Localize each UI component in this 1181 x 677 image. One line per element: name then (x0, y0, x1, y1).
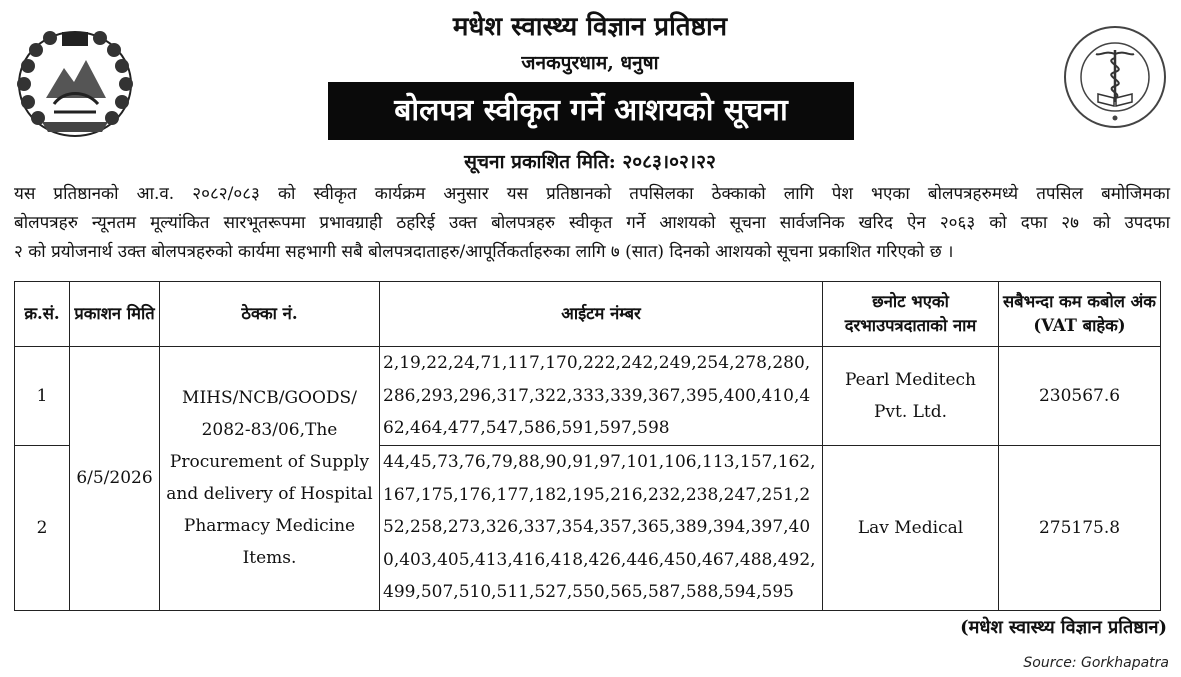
cell-sn: 2 (15, 445, 70, 610)
header-items: आईटम नंम्बर (380, 282, 823, 347)
paragraph-line: २ को प्रयोजनार्थ उक्त बोलपत्रहरुको कार्यमा सहभागी सबै बोलपत्रदाताहरु/आपूर्तिकर्ताहरुका लागि ७ (सात) दिनको आशयको सूचना प्रकाशित गरिएको छ । (14, 242, 954, 262)
table-header-row (15, 282, 1161, 347)
organization-name: मधेश स्वास्थ्य विज्ञान प्रतिष्ठान (452, 12, 728, 42)
header-bidder: छनोट भएको दरभाउपत्रदाताको नाम (823, 282, 999, 347)
nepal-emblem-icon (14, 26, 136, 140)
header-amount: सबैभन्दा कम कबोल अंक (VAT बाहेक) (999, 282, 1161, 347)
organization-location: जनकपुरधाम, धनुषा (521, 52, 659, 74)
paragraph-line: यस प्रतिष्ठानको आ.व. २०८२/०८३ को स्वीकृत कार्यक्रम अनुसार यस प्रतिष्ठानको तपसिलका ठेक्काको लागि पेश भएका बोलपत्रहरुमध्ये तपसिल बमोजिमका (14, 184, 1170, 204)
cell-amount: 230567.6 (999, 347, 1161, 446)
header-date: प्रकाशन मिति (70, 282, 160, 347)
signature: (मधेश स्वास्थ्य विज्ञान प्रतिष्ठान) (960, 617, 1167, 638)
header-contract: ठेक्का नं. (160, 282, 380, 347)
cell-contract: MIHS/NCB/GOODS/ 2082-83/06,The Procurement of Supply and delivery of Hospital Pharmacy Medicine Items. (160, 347, 380, 611)
publish-date: सूचना प्रकाशित मिति: २०८३।०२।२२ (464, 151, 716, 173)
cell-items: 44,45,73,76,79,88,90,91,97,101,106,113,157,162,167,175,176,177,182,195,216,232,238,247,251,252,258,273,326,337,354,357,365,389,394,397,400,403,405,413,416,418,426,446,450,467,488,492,499,507,510,511,527,550,565,587,588,594,595 (380, 445, 823, 610)
cell-amount: 275175.8 (999, 445, 1161, 610)
cell-bidder: Lav Medical (823, 445, 999, 610)
paragraph-line: बोलपत्रहरु न्यूनतम मूल्यांकित सारभूतरूपमा प्रभावग्राही ठहरिई उक्त बोलपत्रहरु स्वीकृत गर्ने आशयको सूचना सार्वजनिक खरिद ऐन २०६३ को दफा २७ को उपदफा (14, 213, 1170, 233)
cell-items: 2,19,22,24,71,117,170,222,242,249,254,278,280,286,293,296,317,322,333,339,367,395,400,410,462,464,477,547,586,591,597,598 (380, 347, 823, 446)
notice-title-banner: बोलपत्र स्वीकृत गर्ने आशयको सूचना (328, 82, 854, 140)
header-sn: क्र.सं. (15, 282, 70, 347)
tender-table (14, 281, 1161, 611)
table-row (15, 347, 1161, 446)
institute-seal-icon (1062, 24, 1168, 130)
cell-bidder: Pearl Meditech Pvt. Ltd. (823, 347, 999, 446)
notice-paragraph (14, 180, 1170, 267)
source-credit: Source: Gorkhapatra (1023, 655, 1169, 671)
cell-sn: 1 (15, 347, 70, 446)
cell-publish-date: 6/5/2026 (70, 347, 160, 611)
